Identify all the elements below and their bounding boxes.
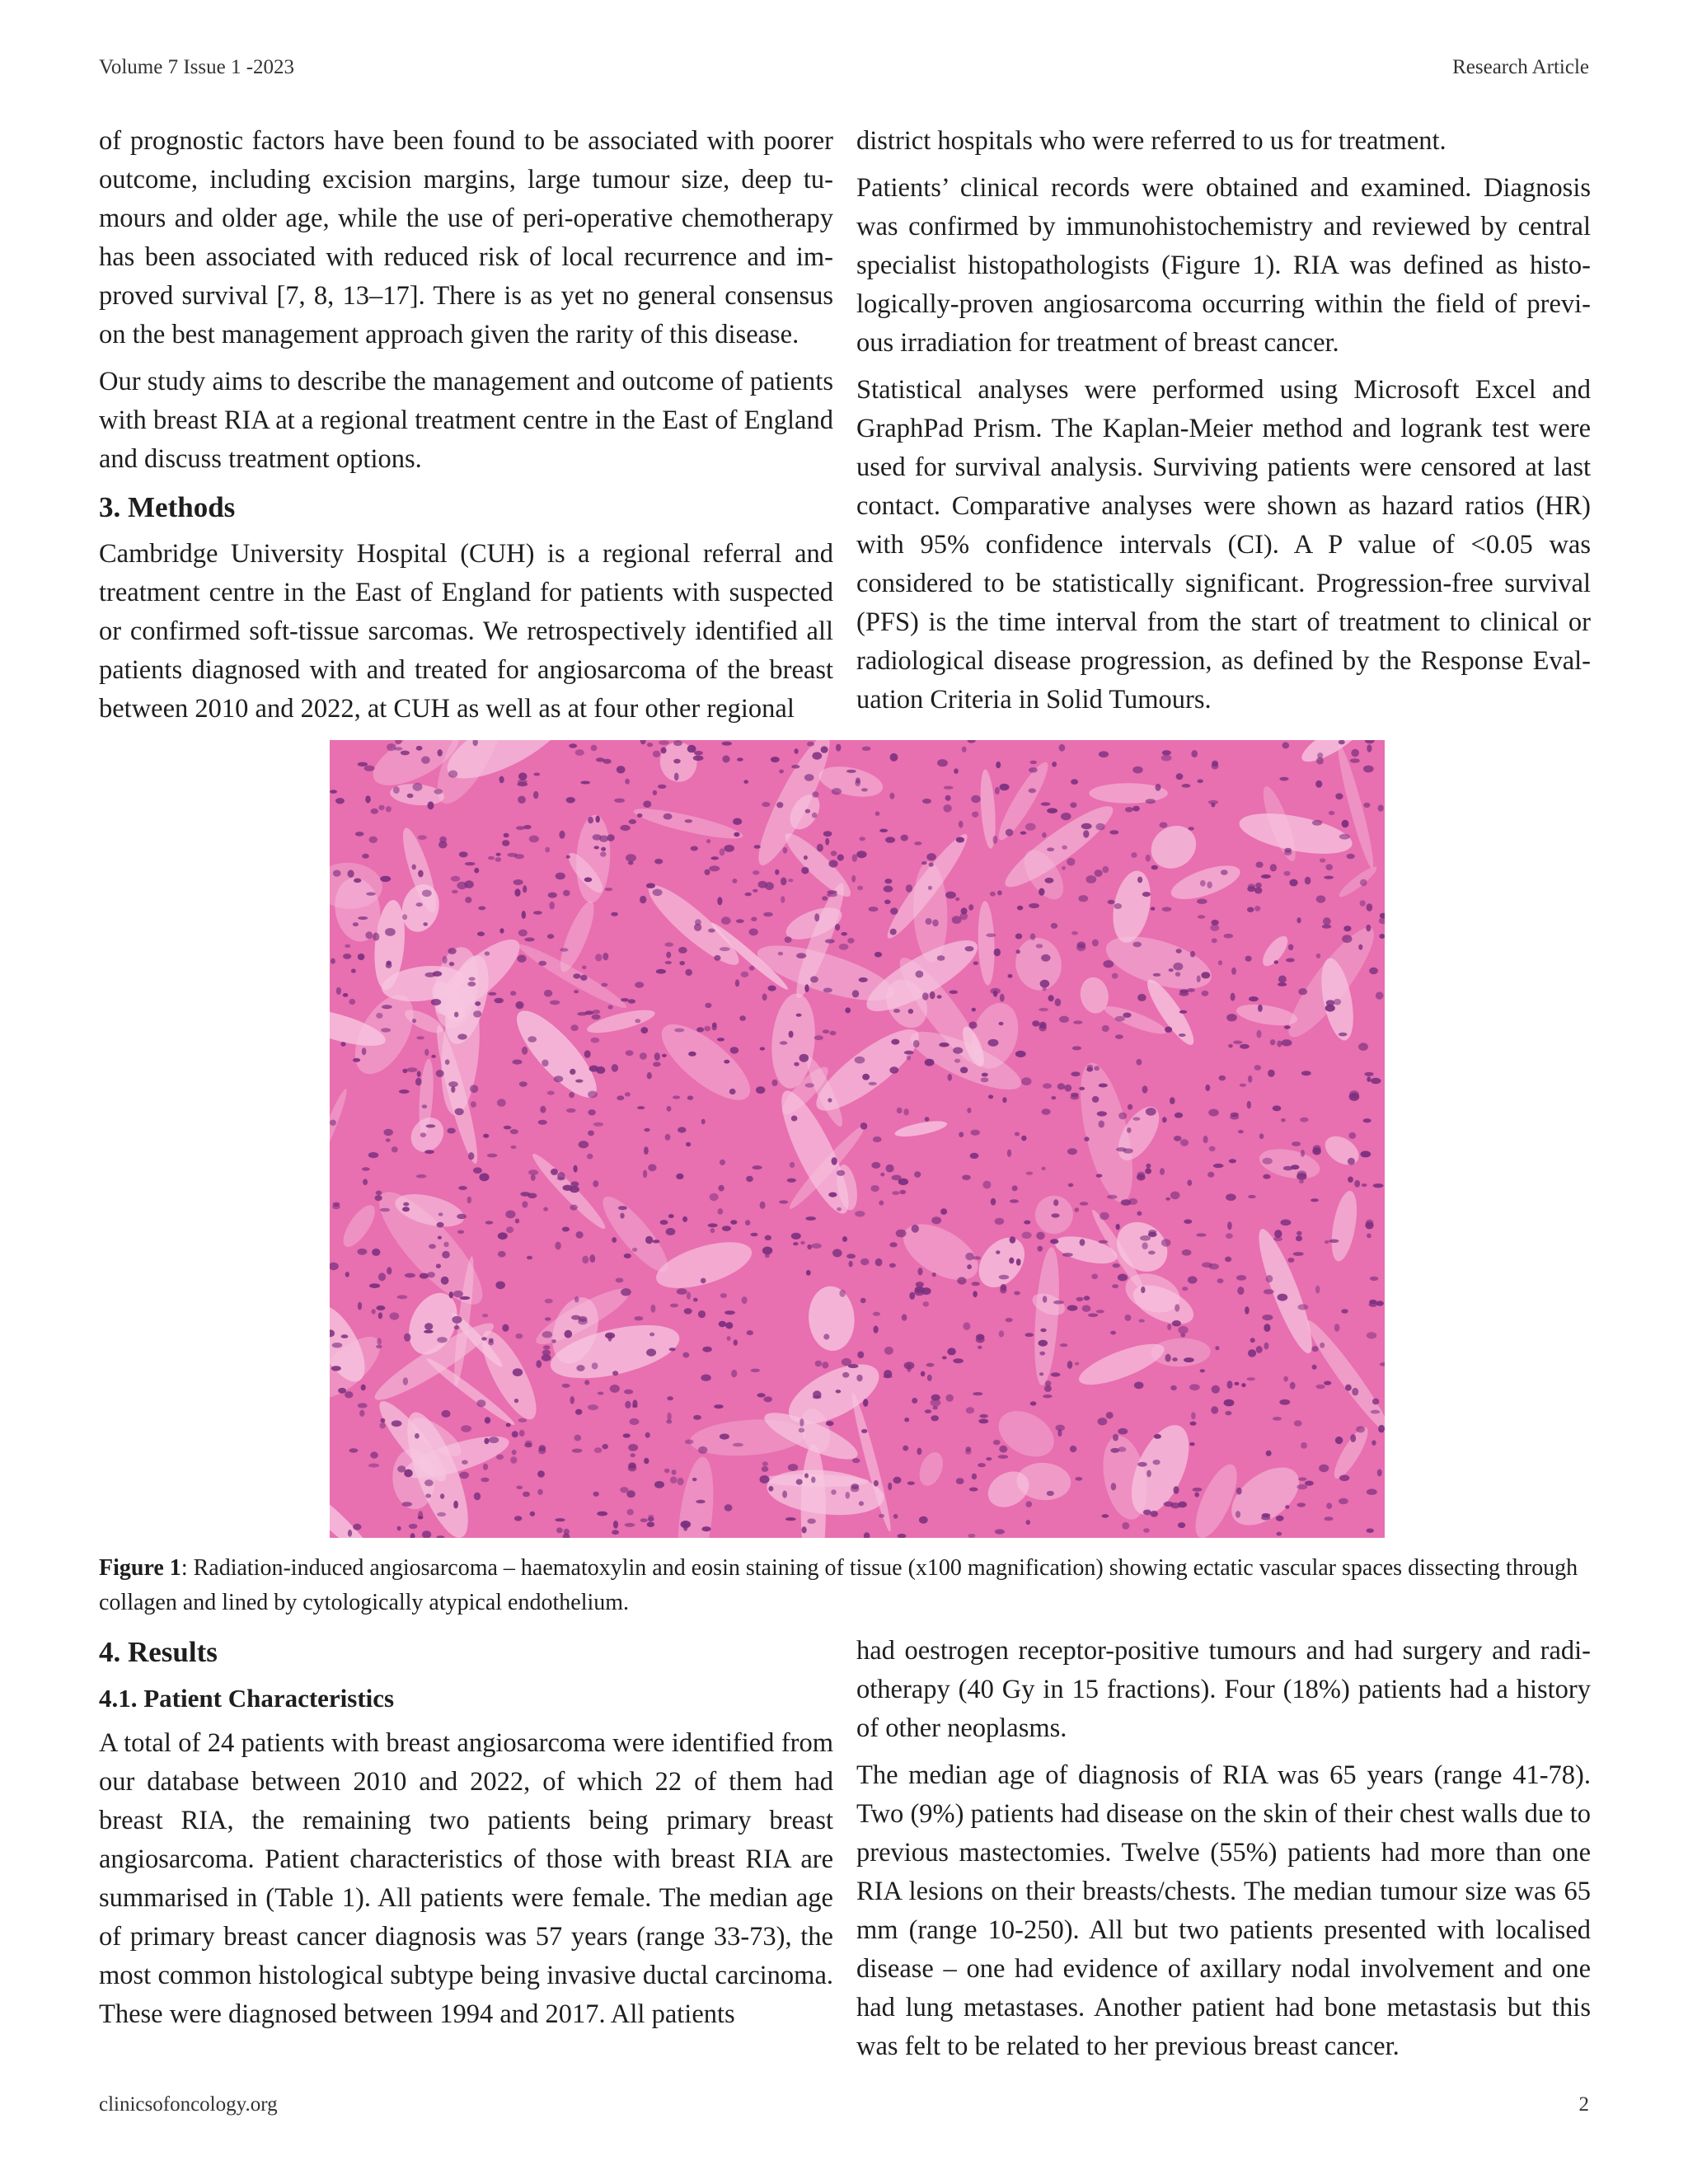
figure-caption-text: : Radiation-induced angiosarcoma – haematoxylin and eosin staining of tissue (x100 magnification) showing ectatic vascular spaces dissecting through collagen and lined by cytologically atypical endothelium. [99, 1555, 1578, 1615]
histology-figure-image [330, 740, 1385, 1538]
paragraph: Cambridge University Hospital (CUH) is a regional referral and treatment centre in the East of England for patients with suspected or confirmed soft-tissue sarcomas. We retrospectively identified all patients diagnosed with and treated for angiosarcoma of the breast between 2010 and 2022, at CUH as well as at four other regional [99, 539, 833, 724]
section-heading-methods: 3. Methods [99, 491, 236, 523]
paragraph: district hospitals who were referred to us for treatment. [856, 126, 1447, 156]
journal-volume: Volume 7 Issue 1 -2023 [99, 56, 295, 78]
paragraph: The median age of diagnosis of RIA was 65 years (range 41-78). Two (9%) patients had disease on the skin of their chest walls due to previous mastectomies. Twelve (55%) patients had more than one RIA lesions on their breasts/chests. The median tumour size was 65 mm (range 10-250). All but two patients presented with localised disease – one had evidence of axillary nodal involvement and one had lung metastases. Another patient had bone metastasis but this was felt to be related to her previous breast cancer. [856, 1760, 1591, 2061]
column-left-top [99, 122, 833, 737]
paragraph: of prognostic factors have been found to be associated with poorer outcome, including excision margins, large tumour size, deep tumours and older age, while the use of peri-operative chemotherapy has been associated with reduced risk of local recurrence and improved survival [7, 8, 13–17]. There is as yet no general consensus on the best management approach given the rarity of this disease. [99, 126, 833, 349]
figure-label: Figure 1 [99, 1555, 181, 1581]
footer-website: clinicsofoncology.org [99, 2093, 278, 2116]
article-type: Research Article [1452, 56, 1589, 78]
paragraph: Patients’ clinical records were obtained and examined. Diagnosis was confirmed by immunohistochemistry and reviewed by central specialist histopathologists (Figure 1). RIA was defined as histologically-proven angiosarcoma occurring within the field of previous irradiation for treatment of breast cancer. [856, 173, 1591, 358]
paragraph: A total of 24 patients with breast angiosarcoma were identified from our database between 2010 and 2022, of which 22 of them had breast RIA, the remaining two patients being primary breast angiosarcoma. Patient characteristics of those with breast RIA are summarised in (Table 1). All patients were female. The median age of primary breast cancer diagnosis was 57 years (range 33-73), the most common histological subtype being invasive ductal carcinoma. These were diagnosed between 1994 and 2017. All patients [99, 1728, 833, 2029]
page-number: 2 [1578, 2093, 1589, 2116]
paragraph: Our study aims to describe the management and outcome of patients with breast RIA at a regional treatment centre in the East of England and discuss treatment options. [99, 367, 833, 474]
figure-caption [99, 1551, 1591, 1620]
column-right-bottom [856, 1632, 1591, 2074]
paragraph: had oestrogen receptor-positive tumours and had surgery and radiotherapy (40 Gy in 15 fractions). Four (18%) patients had a history of other neoplasms. [856, 1636, 1591, 1743]
section-heading-results: 4. Results [99, 1636, 218, 1668]
column-right-top [856, 122, 1591, 728]
column-left-bottom [99, 1632, 833, 2042]
paragraph: Statistical analyses were performed using Microsoft Excel and GraphPad Prism. The Kaplan-Meier method and logrank test were used for survival analysis. Surviving patients were censored at last contact. Comparative analyses were shown as hazard ratios (HR) with 95% confidence intervals (CI). A P value of <0.05 was considered to be statistically significant. Progression-free survival (PFS) is the time interval from the start of treatment to clinical or radiological disease progression, as defined by the Response Evaluation Criteria in Solid Tumours. [856, 375, 1591, 715]
subsection-heading: 4.1. Patient Characteristics [99, 1684, 395, 1713]
